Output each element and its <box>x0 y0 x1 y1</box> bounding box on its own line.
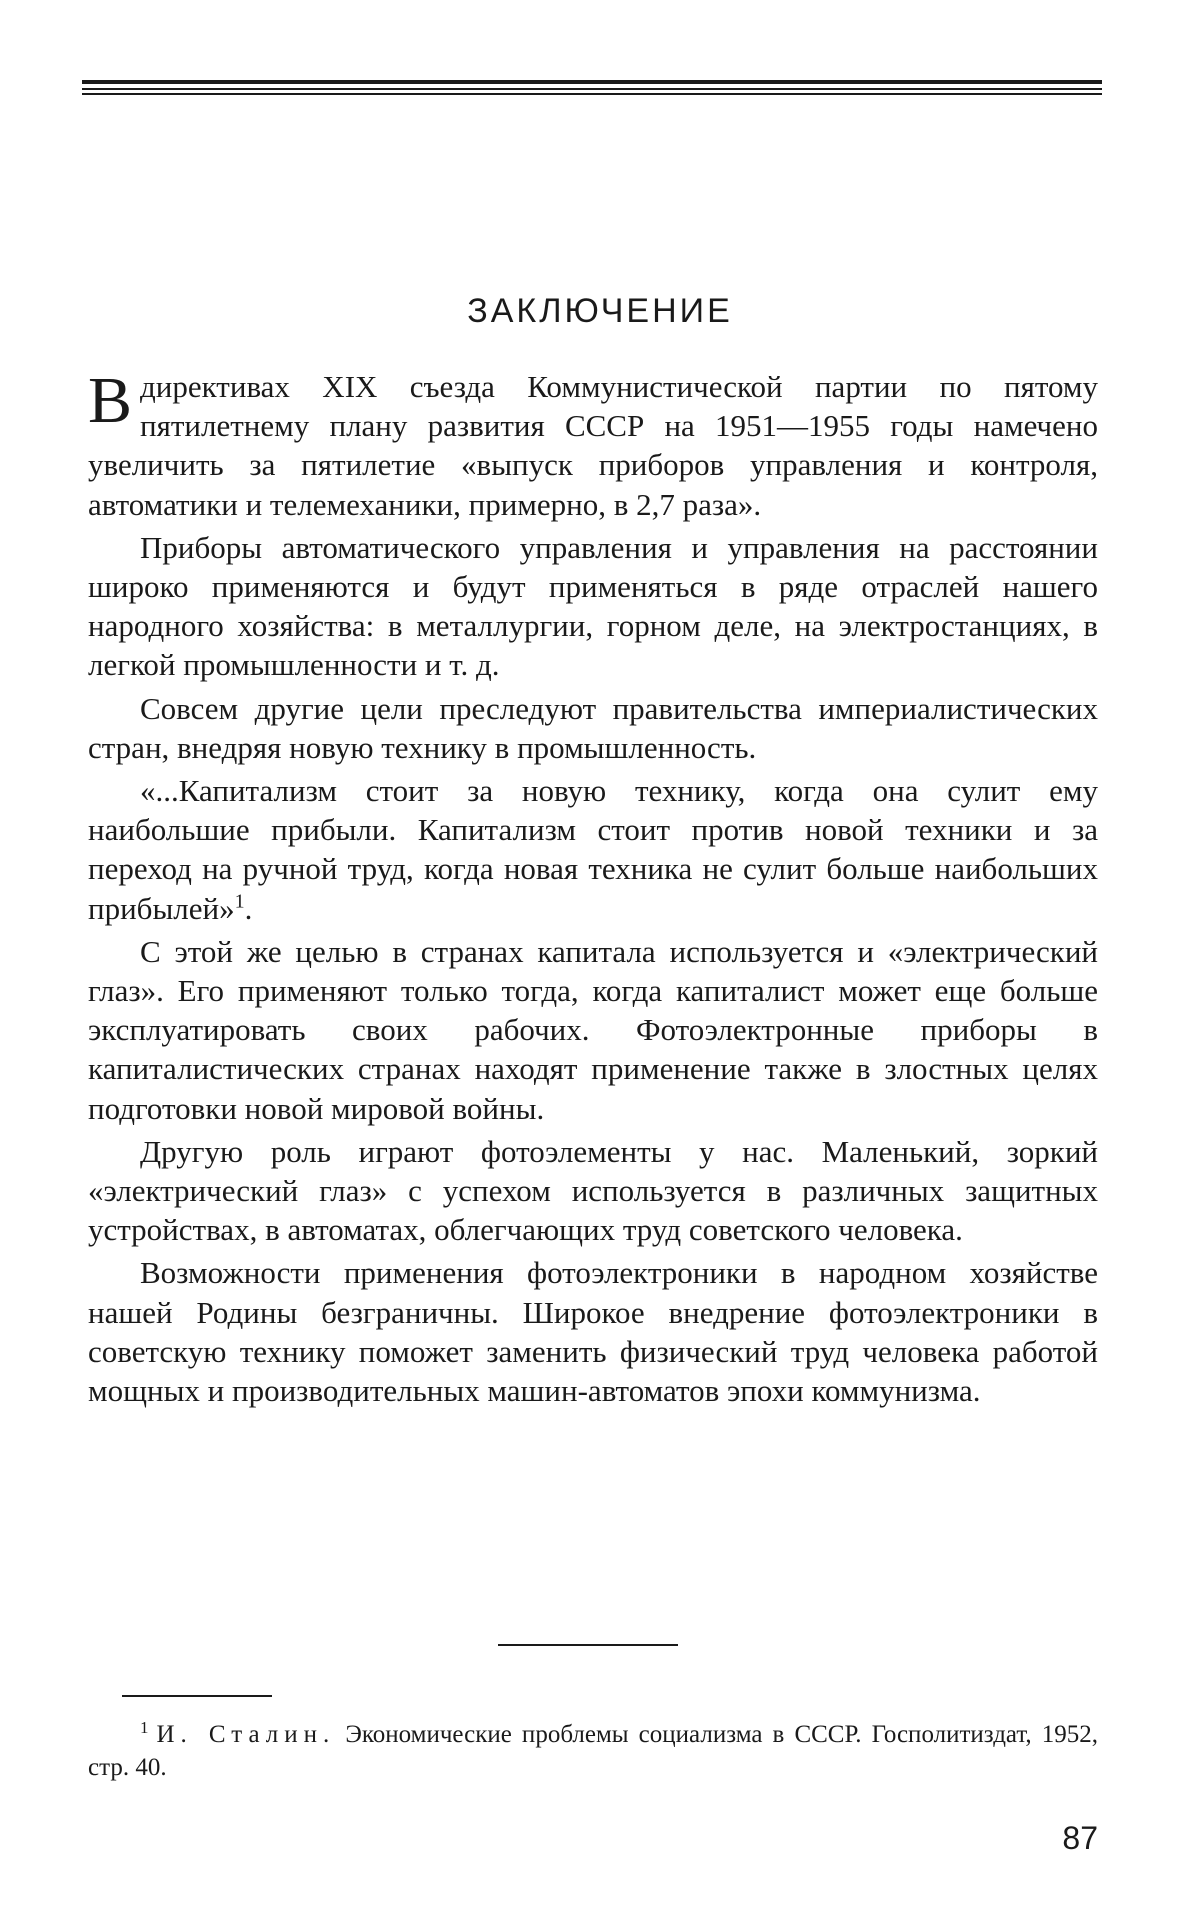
paragraph: Другую роль играют фотоэлементы у нас. Маленький, зоркий «электрический глаз» с успехом используется в различных защитных устройствах, в автоматах, облегчающих труд советского человека. <box>88 1133 1098 1248</box>
footnote <box>88 1718 1098 1784</box>
chapter-heading: ЗАКЛЮЧЕНИЕ <box>467 292 733 330</box>
paragraph <box>88 771 1098 928</box>
page-number: 87 <box>1062 1820 1098 1856</box>
quotation-text: «...Капитализм стоит за новую технику, когда она сулит ему наибольшие прибыли. Капитализм стоит против новой техники и за переход на ручной труд, когда новая техника не сулит больше наибольших прибылей» <box>88 773 1098 926</box>
paragraph <box>88 364 1098 524</box>
top-rule <box>82 88 1102 90</box>
footnote-author: И. Сталин. <box>156 1721 336 1748</box>
quotation-end: . <box>244 890 253 926</box>
section-end-rule <box>498 1644 678 1646</box>
paragraph: Приборы автоматического управления и управления на расстоянии широко применяются и будут применяться в ряде отраслей нашего народного хозяйства: в металлургии, горном деле, на электростанциях, в легкой промышленности и т. д. <box>88 529 1098 683</box>
footnote-reference: 1 <box>234 890 245 913</box>
footnote-mark: 1 <box>140 1717 149 1737</box>
paragraph: Возможности применения фотоэлектроники в народном хозяйстве нашей Родины безграничны. Широкое внедрение фотоэлектроники в советскую технику поможет заменить физический труд человека работой мощных и производительных машин-автоматов эпохи коммунизма. <box>88 1255 1098 1409</box>
paragraph: Совсем другие цели преследуют правительства империалистических стран, внедряя новую технику в промышленность. <box>88 690 1098 765</box>
footnote-text: Экономические проблемы социализма в СССР. Госполитиздат, 1952, стр. 40. <box>88 1721 1098 1781</box>
footnote-rule <box>122 1695 272 1697</box>
body-text <box>88 364 1098 1414</box>
paragraph: С этой же целью в странах капитала используется и «электрический глаз». Его применяют только тогда, когда капиталист может еще больше эксплуатировать своих рабочих. Фотоэлектронные приборы в капиталистических странах находят применение также в злостных целях подготовки новой мировой войны. <box>88 933 1098 1126</box>
drop-cap: В <box>88 364 133 437</box>
top-rule <box>82 80 1102 84</box>
top-rule <box>82 93 1102 95</box>
paragraph-text: директивах XIX съезда Коммунистической партии по пятому пятилетнему плану развития СССР на 1951—1955 годы намечено увеличить за пятилетие «выпуск приборов управления и контроля, автоматики и телемеханики, примерно, в 2,7 раза». <box>88 369 1098 522</box>
